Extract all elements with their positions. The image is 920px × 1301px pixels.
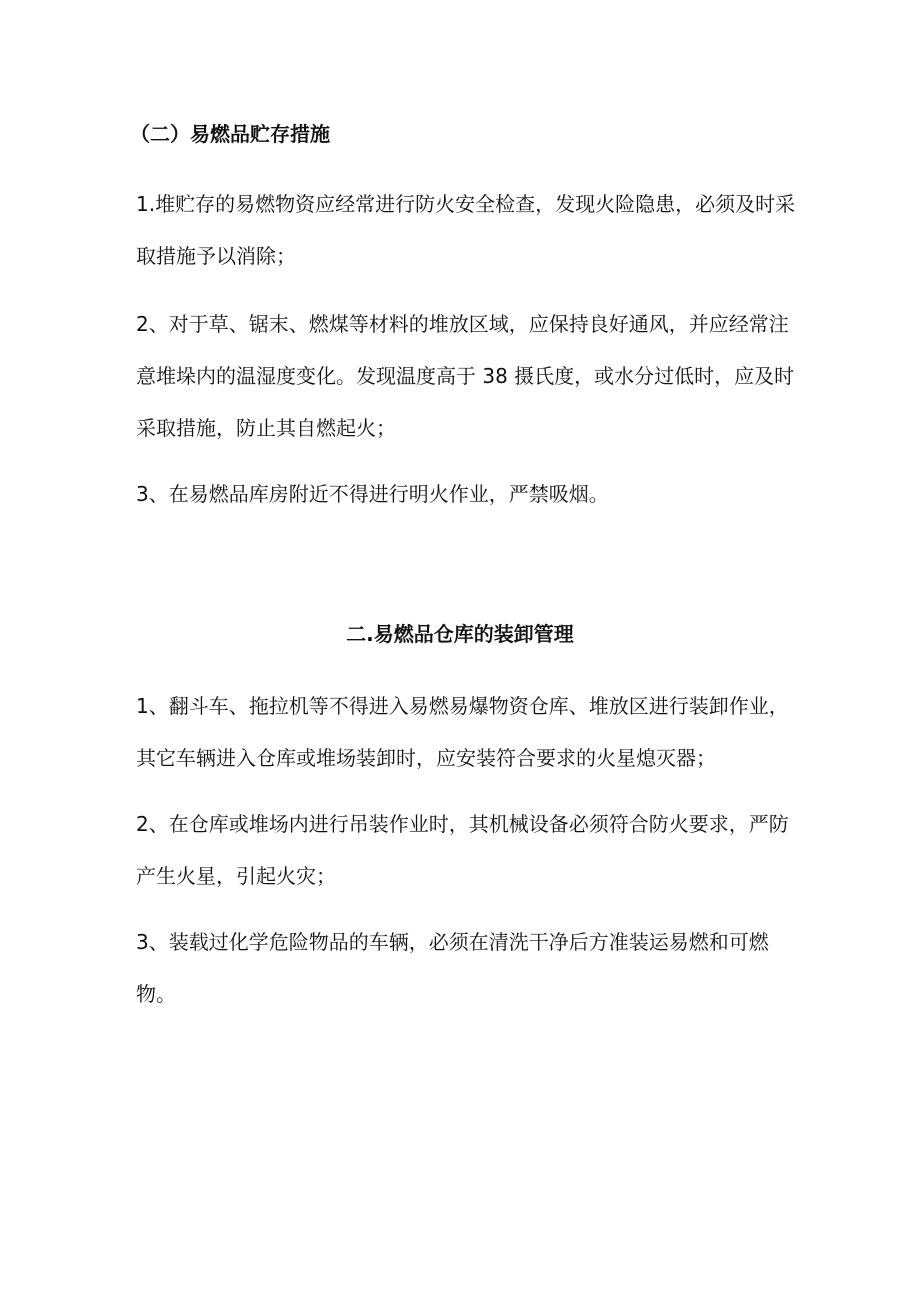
- paragraph-loading-3: 3、装载过化学危险物品的车辆，必须在清洗干净后方准装运易燃和可燃物。: [136, 930, 769, 1006]
- paragraph-storage-1: 1.堆贮存的易燃物资应经常进行防火安全检查，发现火险隐患，必须及时采取措施予以消除；: [136, 192, 796, 268]
- paragraph-storage-3: 3、在易燃品库房附近不得进行明火作业，严禁吸烟。: [136, 482, 609, 506]
- section-heading-storage: （二）易燃品贮存措施: [130, 122, 330, 146]
- paragraph-loading-1: 1、翻斗车、拖拉机等不得进入易燃易爆物资仓库、堆放区进行装卸作业，其它车辆进入仓库或堆场装卸时，应安装符合要求的火星熄灭器；: [136, 694, 789, 770]
- section-heading-loading: 二.易燃品仓库的装卸管理: [346, 622, 574, 646]
- paragraph-storage-2: 2、对于草、锯末、燃煤等材料的堆放区域，应保持良好通风，并应经常注意堆垛内的温湿度变化。发现温度高于 38 摄氏度，或水分过低时，应及时采取措施，防止其自燃起火；: [136, 312, 795, 440]
- paragraph-loading-2: 2、在仓库或堆场内进行吊装作业时，其机械设备必须符合防火要求，严防产生火星，引起火灾；: [136, 812, 789, 888]
